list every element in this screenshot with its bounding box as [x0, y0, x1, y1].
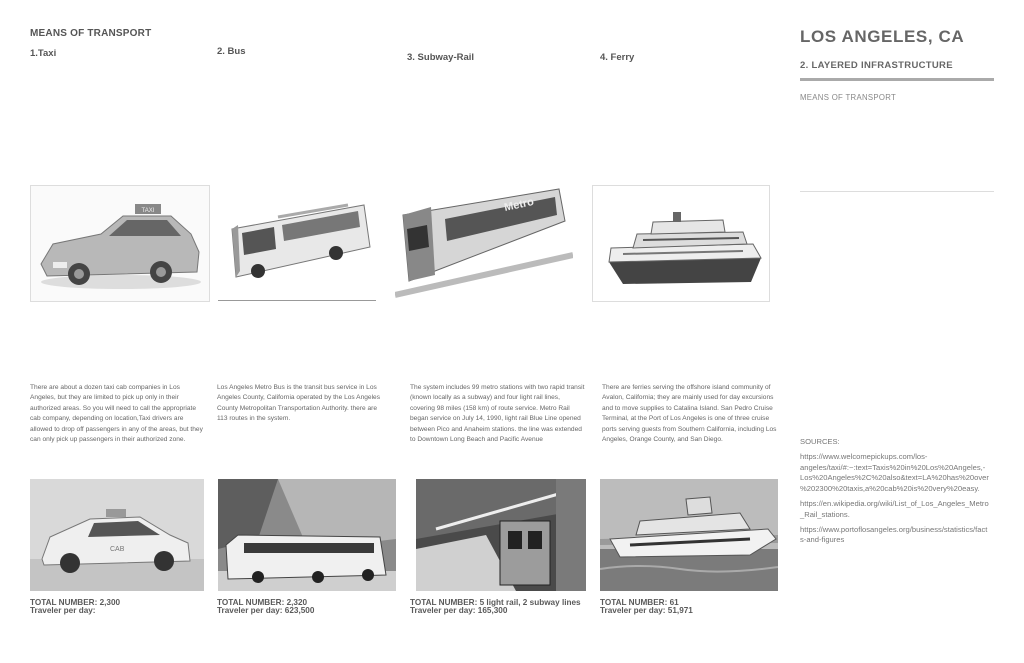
column-title-bus: 2. Bus — [217, 46, 246, 57]
subtitle-divider — [800, 78, 994, 81]
column-title-ferry: 4. Ferry — [600, 52, 635, 63]
bus-photo — [218, 479, 396, 591]
right-divider — [800, 191, 994, 192]
source-link-rail[interactable]: https://en.wikipedia.org/wiki/List_of_Los_Angeles_Metro_Rail_stations. — [800, 498, 989, 519]
section-title: MEANS OF TRANSPORT — [30, 28, 152, 39]
source-link-port[interactable]: https://www.portoflosangeles.org/business/statistics/facts-and-figures — [800, 524, 988, 545]
ferry-description: There are ferries serving the offshore island community of Avalon, California; they are mainly used for day excursions and to move supplies to Catalina Island. San Pedro Cruise Terminal, at the Port of Los Angeles is one of three cruise ports serving guests from Southern California, including Los Angeles, Orange County, and San Diego. — [602, 384, 777, 444]
taxi-roof-sign: TAXI — [141, 208, 155, 214]
city-title: LOS ANGELES, CA — [800, 27, 965, 46]
bus-total-number: TOTAL NUMBER: 2,320 — [217, 598, 308, 607]
taxi-render-image — [30, 185, 210, 302]
taxi-traveler-per-day: Traveler per day: — [30, 606, 96, 615]
ferry-photo — [600, 479, 778, 591]
bus-description: Los Angeles Metro Bus is the transit bus service in Los Angeles County, California operated by the Los Angeles County Metropolitan Transportation Authority. there are 113 routes in the system. — [217, 384, 380, 423]
column-title-subway: 3. Subway-Rail — [407, 52, 475, 63]
layered-infrastructure-subtitle: 2. LAYERED INFRASTRUCTURE — [800, 60, 953, 71]
cab-door-text: CAB — [110, 546, 125, 553]
bus-render-image — [218, 185, 376, 301]
sources-block — [800, 437, 990, 550]
sources-label: SOURCES: — [800, 437, 840, 446]
taxi-total-number: TOTAL NUMBER: 2,300 — [30, 598, 121, 607]
column-title-taxi: 1.Taxi — [30, 48, 57, 59]
subway-description: The system includes 99 metro stations with two rapid transit (known locally as a subway) and four light rail lines, covering 98 miles (158 km) of route service. Metro Rail began service on July 14, 1990, light rail Blue Line opened between Pico and Anaheim stations. the line was extended to Downtown Long Beach and Pacific Avenue — [410, 384, 585, 444]
subway-photo — [416, 479, 586, 591]
ferry-traveler-per-day: Traveler per day: 51,971 — [600, 606, 693, 615]
taxi-description: There are about a dozen taxi cab companies in Los Angeles, but they are limited to pick up only in their authorized areas. So you will need to call the appropriate cab company, depending on location,Taxi drivers are allowed to drop off passengers in any of the areas, but they can only pick up passengers in their authorized zone. — [30, 384, 203, 444]
subway-traveler-per-day: Traveler per day: 165,300 — [410, 606, 508, 615]
right-means-label: MEANS OF TRANSPORT — [800, 93, 897, 102]
taxi-photo — [30, 479, 204, 591]
source-link-taxi[interactable]: https://www.welcomepickups.com/los-angeles/taxi/#:~:text=Taxis%20in%20Los%20Angeles,-Los%20Angeles%2C%20also&text=LA%20has%20over%202300%20taxis,a%20cab%20is%20very%20easy. — [800, 451, 989, 494]
ferry-render-image — [592, 185, 770, 302]
subway-total-number: TOTAL NUMBER: 5 light rail, 2 subway lines — [410, 598, 581, 607]
ferry-total-number: TOTAL NUMBER: 61 — [600, 598, 679, 607]
train-logo: Metro — [503, 195, 535, 214]
subway-render-image — [395, 185, 573, 300]
bus-traveler-per-day: Traveler per day: 623,500 — [217, 606, 315, 615]
